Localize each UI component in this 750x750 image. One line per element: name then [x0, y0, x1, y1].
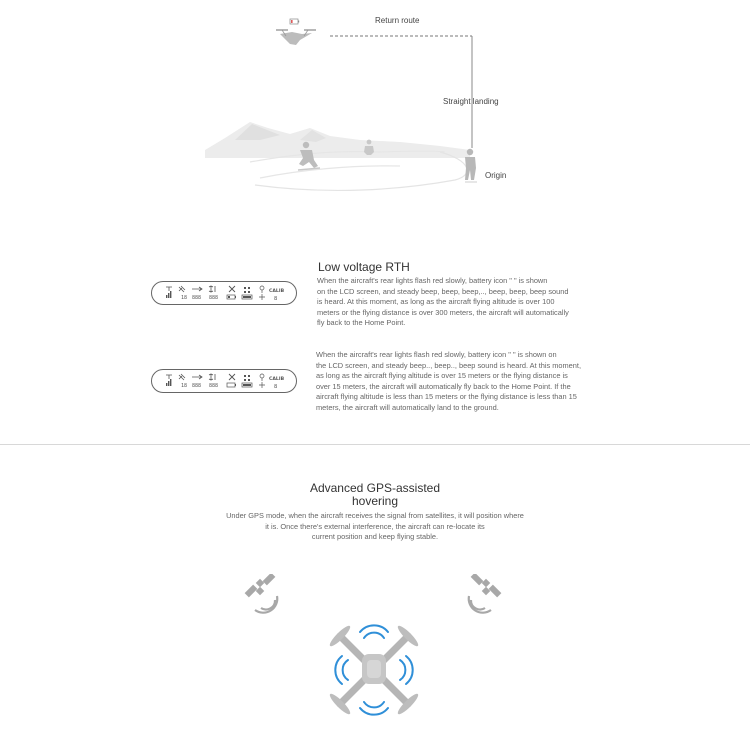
- lcd-display-2: [151, 369, 297, 393]
- gps-desc-line: Under GPS mode, when the aircraft receives the signal from satellites, it will position where: [226, 511, 524, 520]
- terrain-illustration: [205, 122, 470, 190]
- drone-status-icon: [242, 375, 252, 387]
- satellite-icon-left: [241, 574, 283, 616]
- lcd-display-1: [151, 281, 297, 305]
- section-divider: [0, 444, 750, 445]
- calib-digit: 8: [274, 384, 278, 390]
- low-voltage-title: Low voltage RTH: [318, 260, 410, 274]
- battery-icon: [227, 383, 236, 387]
- para1-line: fly back to the Home Point.: [317, 318, 406, 328]
- svg-text:888: 888: [192, 295, 202, 301]
- calib-digit: 8: [274, 296, 278, 302]
- distance-icon: [192, 287, 202, 301]
- battery-icon: [227, 295, 236, 299]
- gps-desc-line: it is. Once there's external interference, the aircraft can re-locate its: [265, 521, 485, 531]
- altitude-icon: [209, 286, 218, 301]
- drone-icon: [276, 30, 316, 45]
- para2-line: as long as the aircraft flying altitude is over 15 meters or the flying distance is: [316, 371, 568, 381]
- calib-label: CALIB: [269, 289, 285, 294]
- low-voltage-paragraph-1: [317, 276, 607, 329]
- para1-line: meters or the flying distance is over 300 meters, the aircraft will automatically: [317, 307, 569, 317]
- gps-icon: [179, 374, 187, 389]
- gps-title: [225, 482, 525, 508]
- para2-line: the LCD screen, and steady beep.., beep.., beep sound is heard. At this moment,: [316, 360, 581, 370]
- para2-line: When the aircraft's rear lights flash red slowly, battery icon " " is shown on: [316, 350, 557, 359]
- gps-title-line: Advanced GPS-assisted: [309, 481, 441, 495]
- para2-line: aircraft flying altitude is less than 15 meters or the flying distance is less than 15: [316, 392, 577, 402]
- signal-icon: [166, 287, 172, 298]
- svg-text:18: 18: [181, 295, 188, 301]
- location-icon: [259, 286, 265, 300]
- drone-top-view-illustration: [318, 614, 430, 726]
- drone-status-icon: [242, 287, 252, 299]
- rth-diagram: [0, 0, 750, 210]
- altitude-icon: [209, 374, 218, 389]
- para1-line: When the aircraft's rear lights flash red slowly, battery icon " " is shown: [317, 276, 548, 285]
- gps-title-line: hovering: [351, 494, 399, 508]
- cross-icon: [229, 286, 235, 292]
- straight-landing-label: Straight landing: [443, 97, 499, 106]
- para1-line: on the LCD screen, and steady beep, beep, beep,.., beep, beep, beep sound: [317, 286, 569, 296]
- return-route-label: Return route: [375, 16, 420, 25]
- low-voltage-paragraph-2: [316, 350, 616, 414]
- gps-description: [200, 511, 550, 543]
- calib-label: CALIB: [269, 377, 285, 382]
- para2-line: meters, the aircraft will automatically land to the ground.: [316, 402, 499, 412]
- cross-icon: [229, 374, 235, 380]
- para1-line: is heard. At this moment, as long as the aircraft flying altitude is over 100: [317, 297, 555, 307]
- signal-icon: [166, 375, 172, 386]
- svg-text:888: 888: [209, 383, 219, 389]
- battery-low-icon: [290, 19, 299, 24]
- satellite-icon-right: [463, 574, 505, 616]
- location-icon: [259, 374, 265, 388]
- svg-text:18: 18: [181, 383, 188, 389]
- origin-label: Origin: [485, 171, 507, 180]
- para2-line: over 15 meters, the aircraft will automatically fly back to the Home Point. If the: [316, 381, 571, 391]
- gps-desc-line: current position and keep flying stable.: [311, 532, 439, 542]
- distance-icon: [192, 375, 202, 389]
- svg-text:888: 888: [192, 383, 202, 389]
- svg-text:888: 888: [209, 295, 219, 301]
- gps-icon: [179, 286, 187, 301]
